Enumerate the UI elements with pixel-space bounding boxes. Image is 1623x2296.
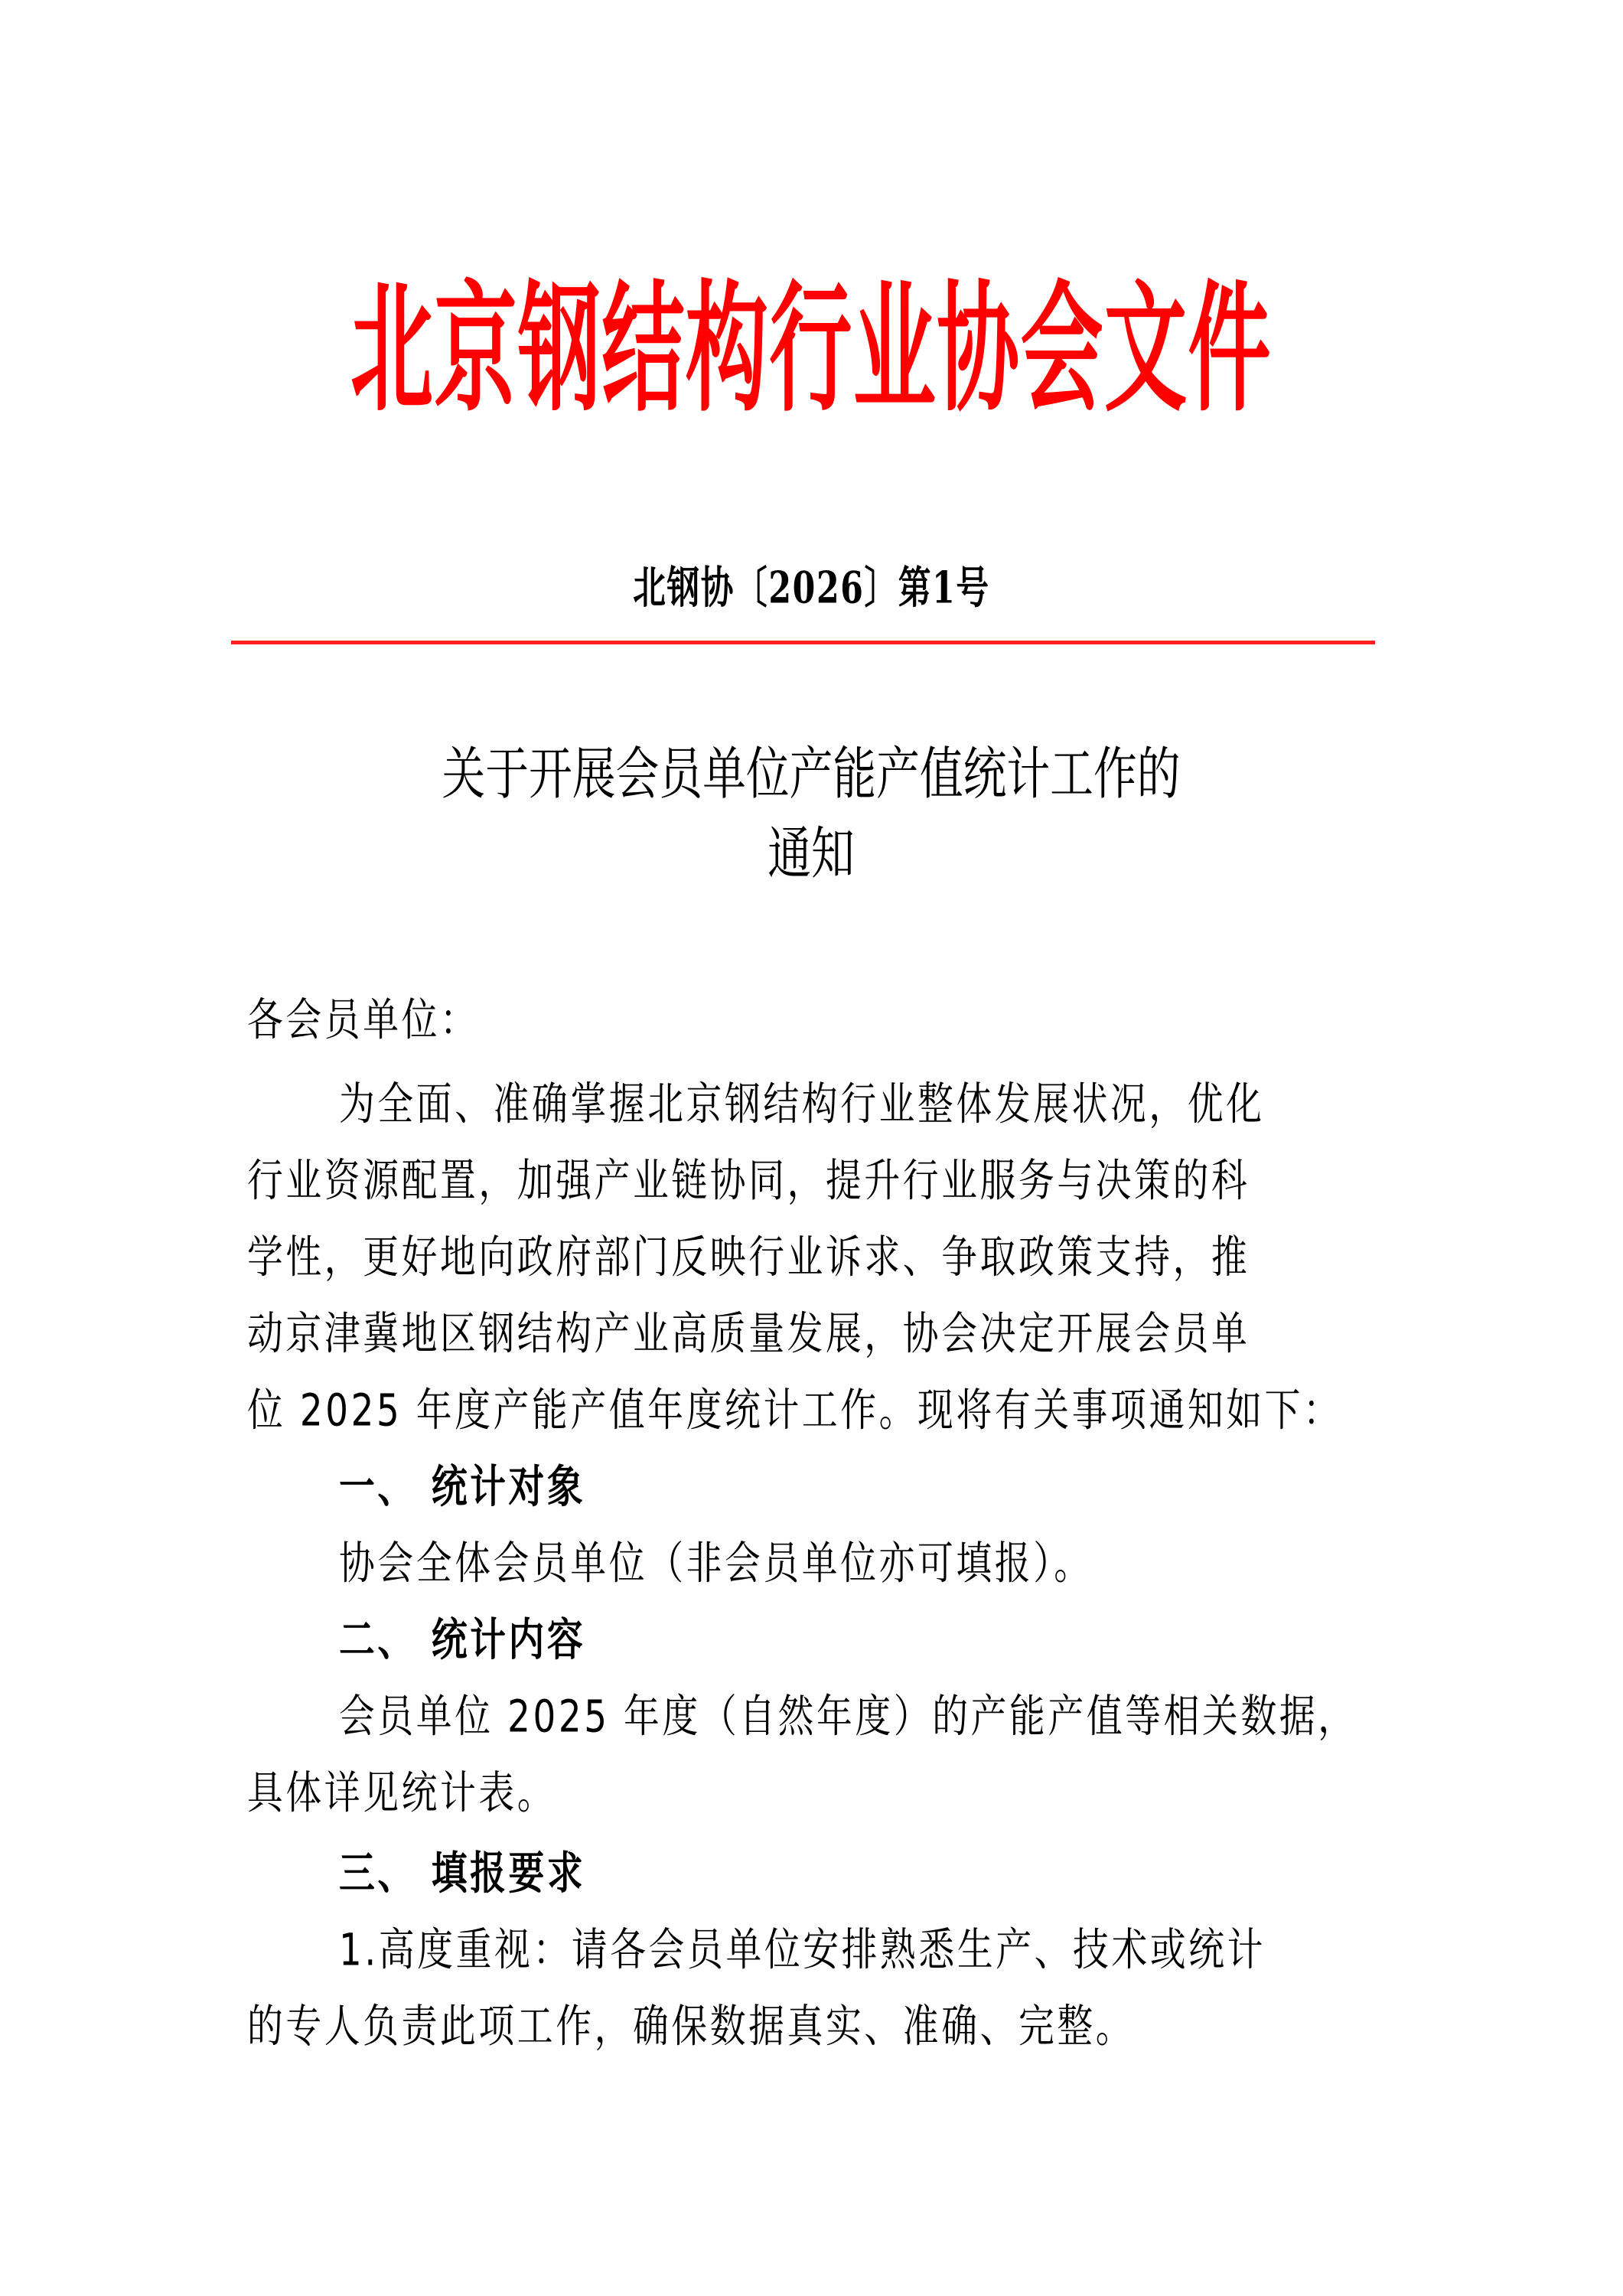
notice-title-line-1	[230, 735, 1393, 814]
issuer-title: 北京钢结构行业协会文件	[350, 268, 1272, 432]
intro-line-4: 动京津冀地区钢结构产业高质量发展，协会决定开展会员单	[247, 1309, 1250, 1361]
issuer-red-header	[230, 260, 1393, 432]
notice-title-line-2	[230, 814, 1393, 894]
section-2-paragraph	[339, 1684, 1469, 1741]
intro-paragraph-line	[339, 1071, 1367, 1129]
document-number	[230, 555, 1393, 612]
section-2-heading: 二、 统计内容	[339, 1615, 586, 1667]
section-3-heading: 三、 填报要求	[339, 1848, 586, 1900]
salutation-text: 各会员单位：	[247, 995, 479, 1047]
section-heading-filing-requirements	[339, 1841, 613, 1898]
intro-line-3: 学性，更好地向政府部门反映行业诉求、争取政策支持，推	[247, 1232, 1250, 1284]
intro-line-1: 为全面、准确掌握北京钢结构行业整体发展状况，优化	[339, 1079, 1265, 1131]
section-1-paragraph	[339, 1531, 1176, 1588]
notice-title-line-1-text: 关于开展会员单位产能产值统计工作的	[442, 741, 1181, 807]
section-3-paragraph	[339, 1917, 1369, 1975]
document-number-text: 北钢协〔2026〕第1号	[632, 562, 990, 614]
intro-paragraph-line	[247, 1225, 1361, 1282]
notice-title-line-2-text: 通知	[768, 820, 855, 887]
salutation	[247, 987, 504, 1045]
section-3-line-2: 的专人负责此项工作，确保数据真实、准确、完整。	[247, 2001, 1135, 2053]
section-1-heading: 一、 统计对象	[339, 1462, 586, 1514]
section-heading-statistics-target	[339, 1454, 613, 1512]
section-1-line-1: 协会全体会员单位（非会员单位亦可填报）。	[339, 1538, 1093, 1590]
red-divider-line	[231, 641, 1375, 644]
intro-line-5: 位 2025 年度产能产值年度统计工作。现将有关事项通知如下：	[247, 1385, 1342, 1437]
section-2-paragraph	[247, 1760, 590, 1818]
intro-line-2: 行业资源配置，加强产业链协同，提升行业服务与决策的科	[247, 1156, 1250, 1208]
intro-paragraph-line	[247, 1378, 1463, 1435]
intro-paragraph-line	[247, 1301, 1361, 1361]
section-3-line-1: 1.高度重视：请各会员单位安排熟悉生产、技术或统计	[339, 1925, 1266, 1977]
section-3-paragraph	[247, 1994, 1233, 2051]
notice-title	[230, 735, 1393, 894]
intro-paragraph-line	[247, 1148, 1361, 1208]
section-2-line-1: 会员单位 2025 年度（自然年度）的产能产值等相关数据，	[339, 1691, 1357, 1743]
section-heading-statistics-content	[339, 1607, 613, 1665]
section-2-line-2: 具体详见统计表。	[247, 1768, 556, 1820]
